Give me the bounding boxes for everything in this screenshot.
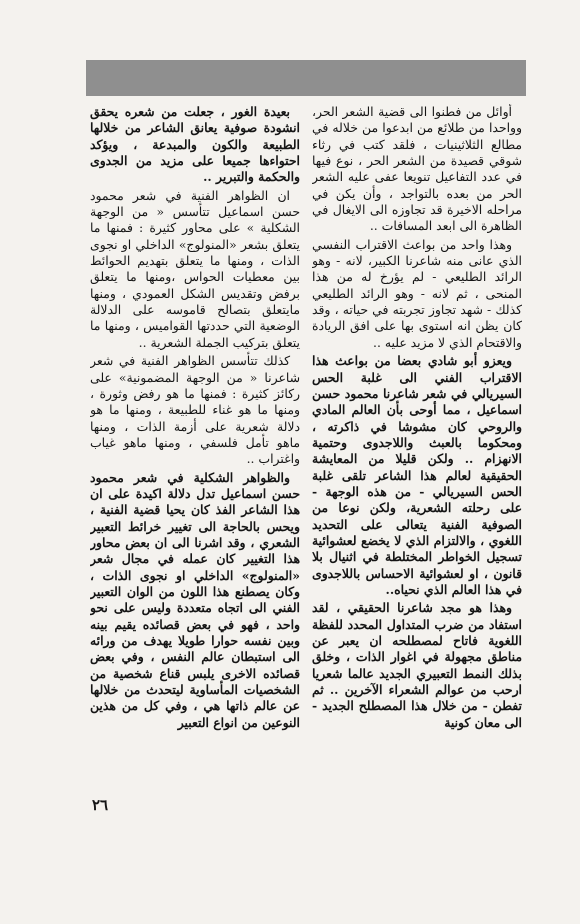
right-column — [312, 104, 522, 784]
right-paragraph-3: ويعزو أبو شادي بعضا من بواعث هذا الاقتراب الفني الى غلبة الحس السيريالي في شعر شاعرنا محمود حسن اسماعيل ، مما أوحى بأن العالم المادي والروحي كان مشوشا في ذاكرته ، ومحكوما بالعبث واللاجدوى وحتمية الانهزام .. ولكن قليلا من المعايشة الحقيقية لعالم هذا الشاعر تلقى غلبة الحس السيريالي - من هذه الوجهة - على رحلته الشعرية، ولكن نوعا من الصوفية الفنية يتعالى على التحديد اللغوي ، والالتزام الذي لا يخضع لعشوائية تسجيل الخواطر المختلطة في اثنيال بلا قانون ، او لعشوائية الاحساس باللاجدوى في هذا العالم الذي نحياه.. — [312, 353, 522, 597]
page-number: ٢٦ — [92, 796, 109, 814]
left-column — [90, 104, 300, 784]
left-paragraph-1: بعيدة الغور ، جعلت من شعره يحقق انشودة صوفية يعانق الشاعر من خلالها الطبيعة والكون والمبدعة ، ويؤكد احتواءها جميعا على مزيد من الجدوى والحكمة والتبرير .. — [90, 104, 300, 185]
left-paragraph-4: والظواهر الشكلية في شعر محمود حسن اسماعيل تدل دلالة اكيدة على ان هذا الشاعر الفذ كان يحيا قضية الفنية ، ويحس بالحاجة الى تغيير خرائط التعبير الشعري ، وقد اشرنا الى ان بعض محاور هذا التغيير كان عمله في مجال شعر «المنولوج» الداخلي او نجوى الذات ، وكان يصطنع هذا اللون من الوان التعبير الفني الى اتجاه متعددة وليس على نحو واحد ، فهو في بعض قصائده يقيم بينه وبين نفسه حوارا طويلا يهدف من ورائه الى استبطان عالم النفس ، وفي بعض قصائده الاخرى يلبس قناع شخصية من الشخصيات المأساوية ليتحدث من خلالها عن عالم ذاتها هي ، وفي كل من هذين النوعين من انواع التعبير — [90, 469, 300, 730]
right-paragraph-1: أوائل من فطنوا الى قضية الشعر الحر، وواحدا من طلائع من ابدعوا من خلاله في مطالع الثلاثينيات ، فلقد كتب في رثاء شوقي قصيدة من الشعر الحر ، نوع فيها في عدد التفاعيل تنويعا عفى عليه الشعر الحر من بعده بالتواجد ، وأن يكن في مراحله الاخيرة قد تجاوزه الى الايغال في الظاهرة الى ابعد المسافات .. — [312, 104, 522, 234]
text-columns — [90, 104, 522, 784]
right-paragraph-4: وهذا هو مجد شاعرنا الحقيقي ، لقد استفاد من ضرب المتداول المحدد للفظة اللغوية فاتاح لمصطلحه ان يعبر عن مناطق مجهولة في اغوار الذات ، وخلق بذلك النمط التعبيري الجديد عالما شعريا ارحب من عوالم الشعراء الآخرين .. ثم تفطن - من خلال هذا المصطلح الجديد - الى معان كونية — [312, 600, 522, 730]
left-paragraph-3: كذلك تتأسس الظواهر الفنية في شعر شاعرنا « من الوجهة المضمونية» على ركائز كثيرة : فمنها ما هو رفض وثورة ، ومنها ما هو غناء للطبيعة ، ومنها ما هو دلالة شعرية على أزمة الذات ، ومنها ماهو تأمل فلسفي ، ومنها ماهو غياب واغتراب .. — [90, 353, 300, 467]
left-paragraph-2: ان الظواهر الفنية في شعر محمود حسن اسماعيل تتأسس « من الوجهة الشكلية » على محاور كثيرة : فمنها ما يتعلق بشعر «المنولوج» الداخلي او نجوى الذات ، ومنها ما يتعلق بتهديم الحوائط بين معطيات الحواس ،ومنها ما يتعلق برفض وتقديس الشكل العمودي ، ومنها مايتعلق بتصالح قاموسه على الدلالة الوضعية التي حددتها القواميس ، ومنها ما يتعلق بتركيب الجملة الشعرية .. — [90, 187, 300, 350]
right-paragraph-2: وهذا واحد من بواعث الاقتراب النفسي الذي عانى منه شاعرنا الكبير، لانه - وهو الرائد الطليعي - لم يؤرخ له من هذا المنحى ، ثم لانه - وهو الرائد الطليعي كذلك - شهد تجاوز تجربته في حياته ، وقد كان يظن انه استوى بها على افق الريادة والاقتحام الذي لا مزيد عليه .. — [312, 236, 522, 350]
header-band — [86, 60, 526, 96]
